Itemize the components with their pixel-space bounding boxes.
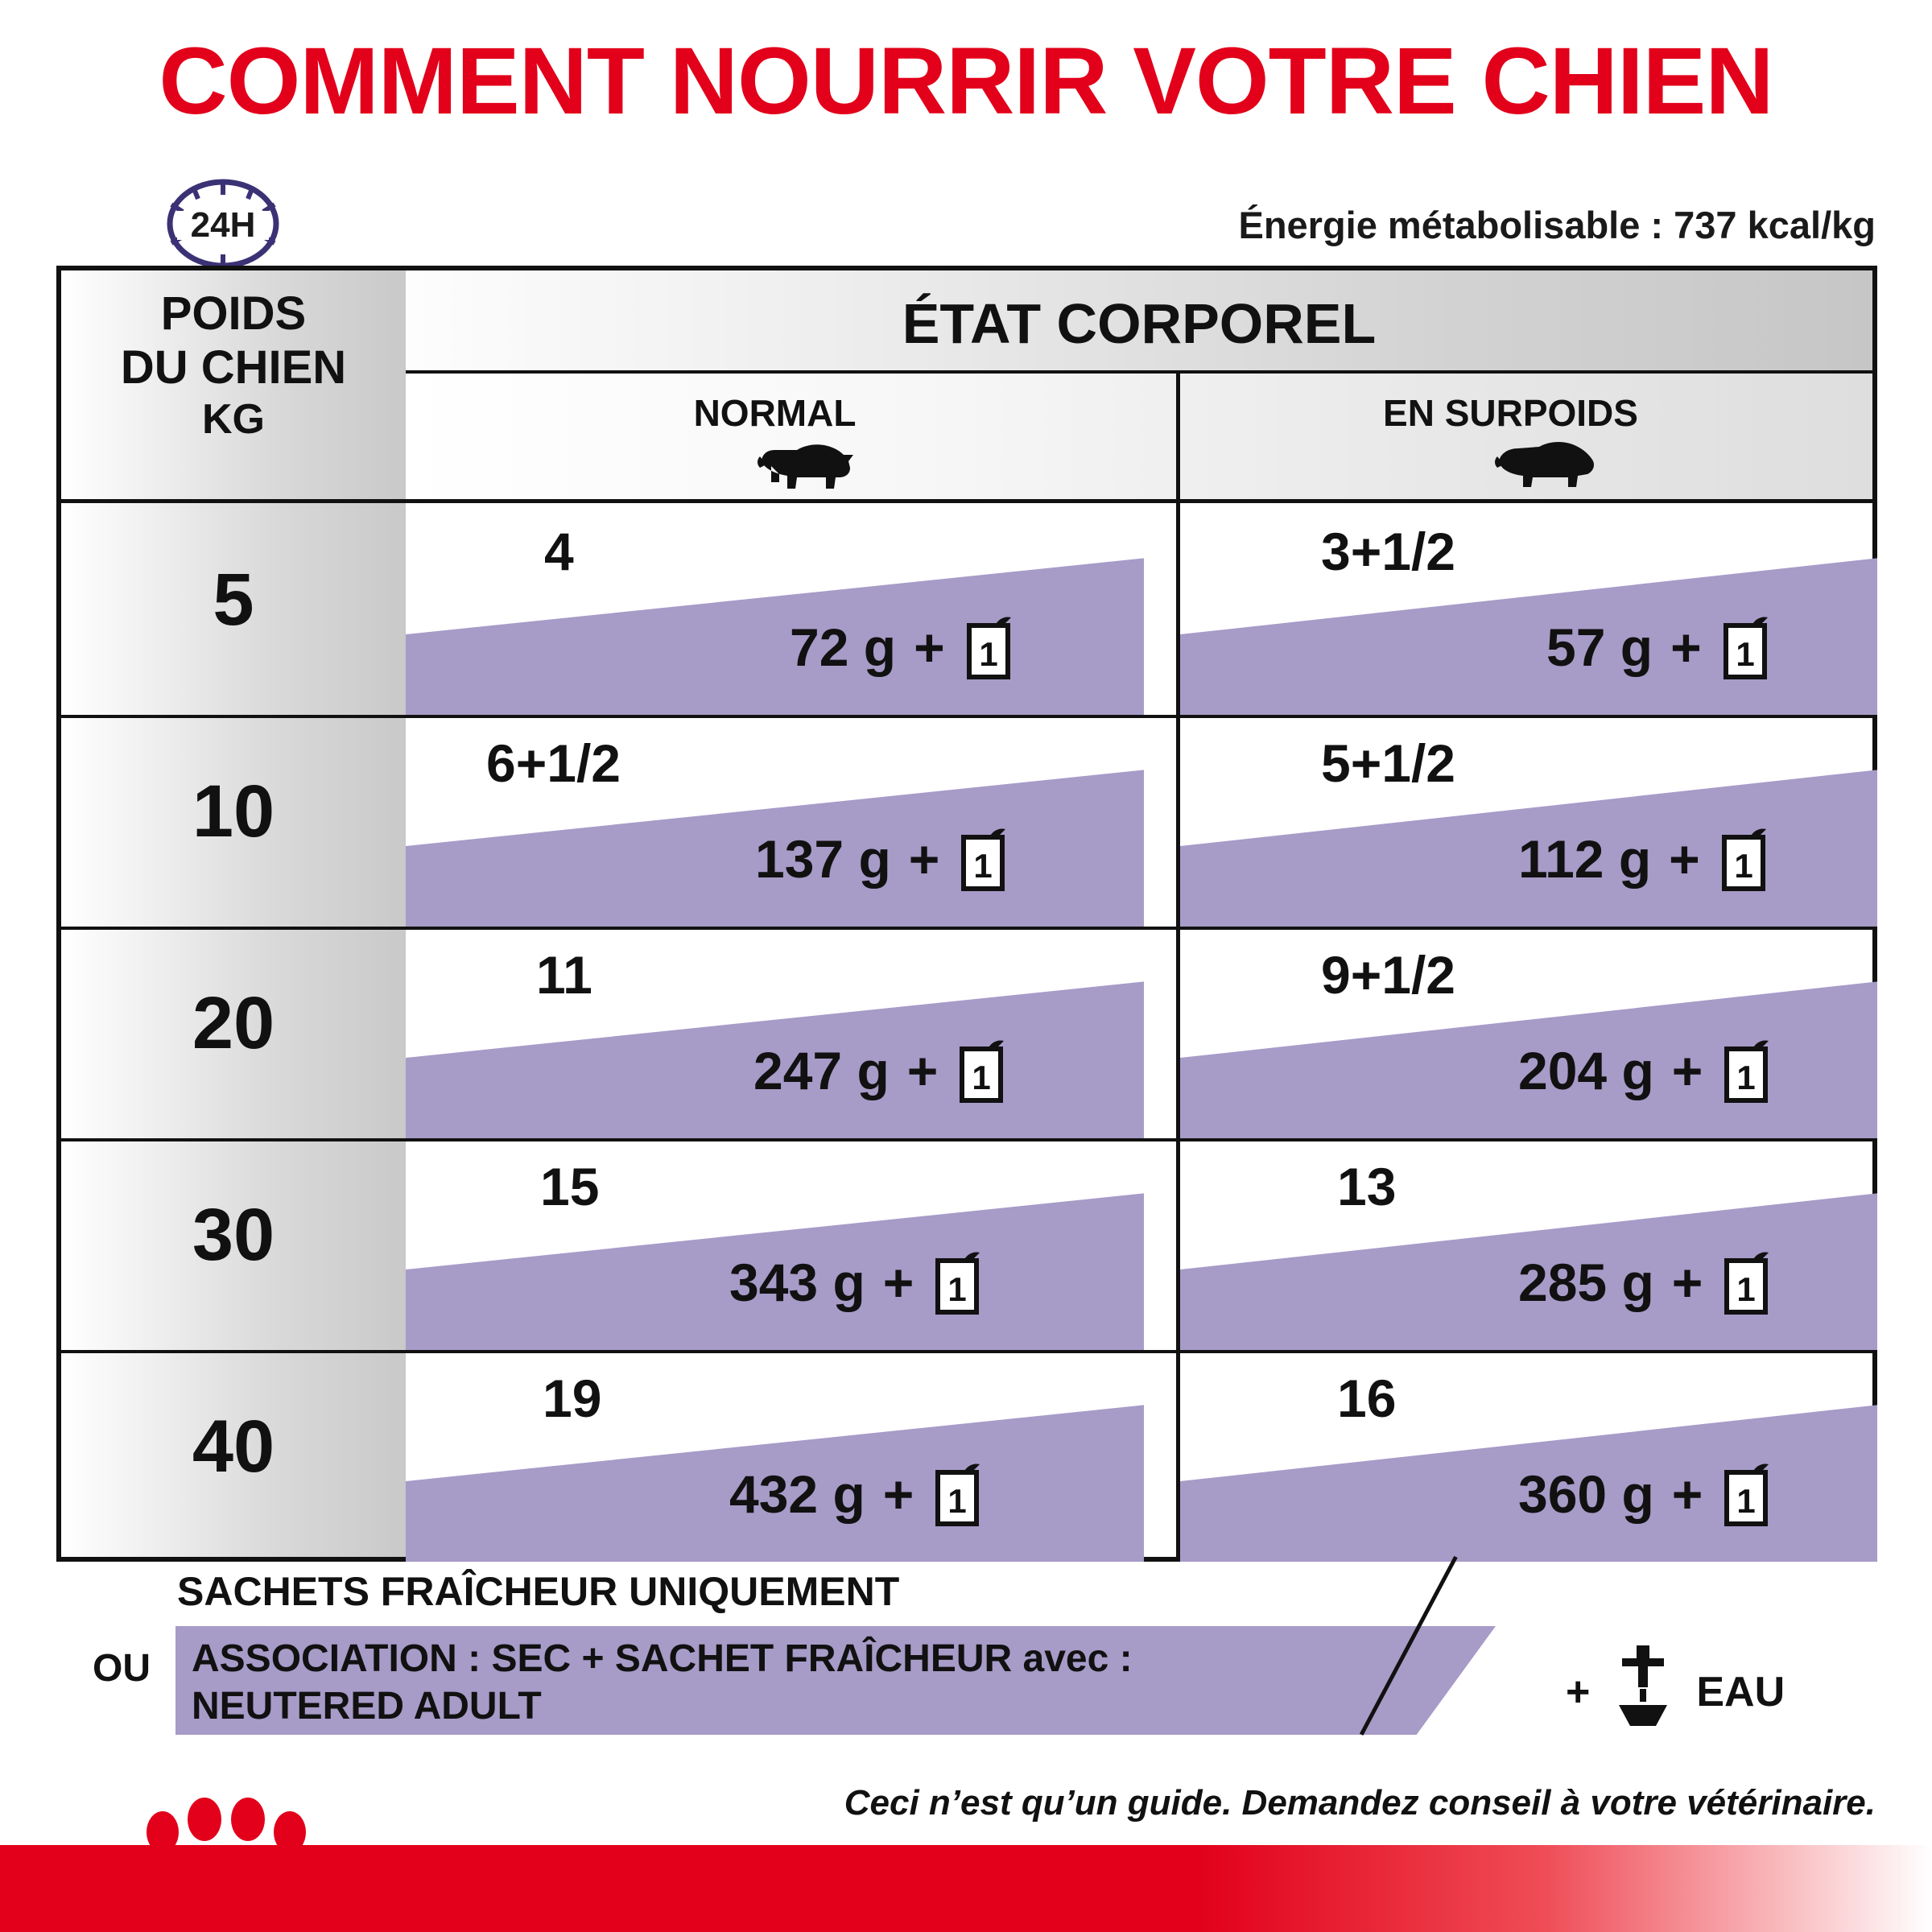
association-line-2: NEUTERED ADULT (192, 1684, 542, 1728)
pouch-icon-normal (963, 614, 1014, 680)
cups-overweight: 3+1/2 (1321, 522, 1455, 581)
grams-normal (729, 1461, 983, 1527)
page-title: COMMENT NOURRIR VOTRE CHIEN (159, 28, 1773, 134)
sachets-only-label: SACHETS FRAÎCHEUR UNIQUEMENT (177, 1569, 900, 1614)
metabolisable-energy: Énergie métabolisable : 737 kcal/kg (1238, 204, 1876, 246)
weight-header-line2: DU CHIEN (120, 341, 347, 394)
plus-sign-overweight: + (1670, 617, 1702, 677)
water-label: EAU (1696, 1668, 1785, 1715)
table-row (61, 927, 1872, 1138)
plus-sign-normal: + (882, 1464, 914, 1524)
table-row (61, 1138, 1872, 1350)
row-weight: 5 (213, 559, 254, 641)
grams-normal (729, 1249, 983, 1315)
portion-band-normal (406, 1350, 1144, 1562)
footer-legend (56, 1562, 1877, 1747)
grams-normal (790, 614, 1014, 680)
pouch-icon-overweight (1720, 1461, 1772, 1527)
cups-overweight: 9+1/2 (1321, 945, 1455, 1005)
24h-clock-badge (145, 175, 302, 272)
row-weight: 20 (192, 982, 275, 1064)
column-header-overweight: EN SURPOIDS (1383, 392, 1638, 434)
grams-value-overweight: 360 g (1518, 1464, 1654, 1524)
cups-normal: 6+1/2 (486, 733, 621, 793)
plus-sign-normal: + (908, 829, 940, 889)
association-text (192, 1636, 1133, 1730)
water-plus-sign: + (1566, 1668, 1591, 1715)
pouch-icon-overweight (1719, 614, 1771, 680)
disclaimer-text: Ceci n’est qu’un guide. Demandez conseil à votre vétérinaire. (844, 1783, 1876, 1823)
svg-text:1: 1 (1736, 1059, 1757, 1096)
grams-normal (753, 1038, 1007, 1104)
cups-overweight: 13 (1337, 1157, 1397, 1216)
svg-text:1: 1 (973, 847, 993, 885)
plus-sign-overweight: + (1671, 1041, 1703, 1100)
grams-value-normal: 137 g (755, 829, 891, 889)
cups-normal: 15 (540, 1157, 600, 1216)
cups-normal: 11 (536, 945, 592, 1005)
pouch-icon-normal (957, 826, 1009, 892)
feeding-table (56, 266, 1877, 1562)
plus-sign-overweight: + (1671, 1464, 1703, 1524)
grams-value-normal: 343 g (729, 1253, 865, 1312)
portion-band-overweight (1180, 1350, 1877, 1562)
grams-overweight (1546, 614, 1771, 680)
column-header-normal: NORMAL (693, 392, 857, 434)
svg-text:1: 1 (978, 635, 998, 673)
svg-text:1: 1 (1734, 847, 1753, 885)
table-row (61, 503, 1872, 715)
faucet-icon (1603, 1642, 1683, 1741)
grams-value-overweight: 204 g (1518, 1041, 1654, 1100)
grams-overweight (1518, 1249, 1772, 1315)
pouch-icon-overweight (1720, 1038, 1772, 1104)
weight-column-header (61, 287, 406, 444)
grams-value-overweight: 112 g (1518, 829, 1652, 889)
association-line-1: ASSOCIATION : SEC + SACHET FRAÎCHEUR avec : (192, 1637, 1133, 1680)
grams-value-normal: 432 g (729, 1464, 865, 1524)
grams-overweight (1518, 1038, 1772, 1104)
table-row (61, 1350, 1872, 1562)
dog-overweight-icon (1494, 436, 1599, 496)
plus-sign-normal: + (906, 1041, 939, 1100)
cups-overweight: 5+1/2 (1321, 733, 1455, 793)
portion-band-overweight (1180, 1138, 1877, 1350)
dog-normal-icon (755, 436, 860, 496)
svg-text:24H: 24H (190, 205, 256, 245)
row-weight: 30 (192, 1194, 275, 1276)
cups-overweight: 16 (1337, 1368, 1397, 1428)
grams-value-normal: 72 g (790, 617, 897, 677)
portion-band-normal (406, 927, 1144, 1138)
svg-text:1: 1 (1735, 635, 1755, 673)
portion-band-overweight (1180, 927, 1877, 1138)
svg-text:1: 1 (947, 1482, 968, 1520)
header-divider (406, 370, 1872, 374)
svg-text:1: 1 (1736, 1270, 1757, 1308)
portion-band-normal (406, 1138, 1144, 1350)
pouch-icon-normal (931, 1249, 983, 1315)
portion-band-overweight (1180, 503, 1877, 715)
weight-header-line1: POIDS (160, 287, 307, 340)
portion-band-overweight (1180, 715, 1877, 927)
grams-normal (755, 826, 1009, 892)
grams-overweight (1518, 826, 1769, 892)
body-condition-header: ÉTAT CORPOREL (902, 292, 1377, 355)
portion-band-normal (406, 503, 1144, 715)
table-row (61, 715, 1872, 927)
plus-sign-overweight: + (1669, 829, 1700, 889)
cups-normal: 4 (544, 522, 574, 581)
pouch-icon-normal (956, 1038, 1007, 1104)
grams-value-normal: 247 g (753, 1041, 890, 1100)
grams-value-overweight: 57 g (1546, 617, 1653, 677)
plus-sign-overweight: + (1671, 1253, 1703, 1312)
pouch-icon-normal (931, 1461, 983, 1527)
plus-sign-normal: + (914, 617, 945, 677)
pouch-icon-overweight (1720, 1249, 1772, 1315)
royal-canin-logo (121, 1797, 330, 1918)
svg-text:1: 1 (1736, 1482, 1757, 1520)
plus-sign-normal: + (882, 1253, 914, 1312)
grams-value-overweight: 285 g (1518, 1253, 1654, 1312)
svg-text:1: 1 (972, 1059, 992, 1096)
pouch-icon-overweight (1718, 826, 1769, 892)
svg-text:1: 1 (947, 1270, 968, 1308)
row-weight: 40 (192, 1406, 275, 1488)
row-weight: 10 (192, 770, 275, 852)
or-label: OU (93, 1647, 151, 1690)
weight-header-unit: KG (202, 395, 265, 443)
water-legend (1566, 1642, 1785, 1741)
grams-overweight (1518, 1461, 1772, 1527)
cups-normal: 19 (543, 1368, 602, 1428)
